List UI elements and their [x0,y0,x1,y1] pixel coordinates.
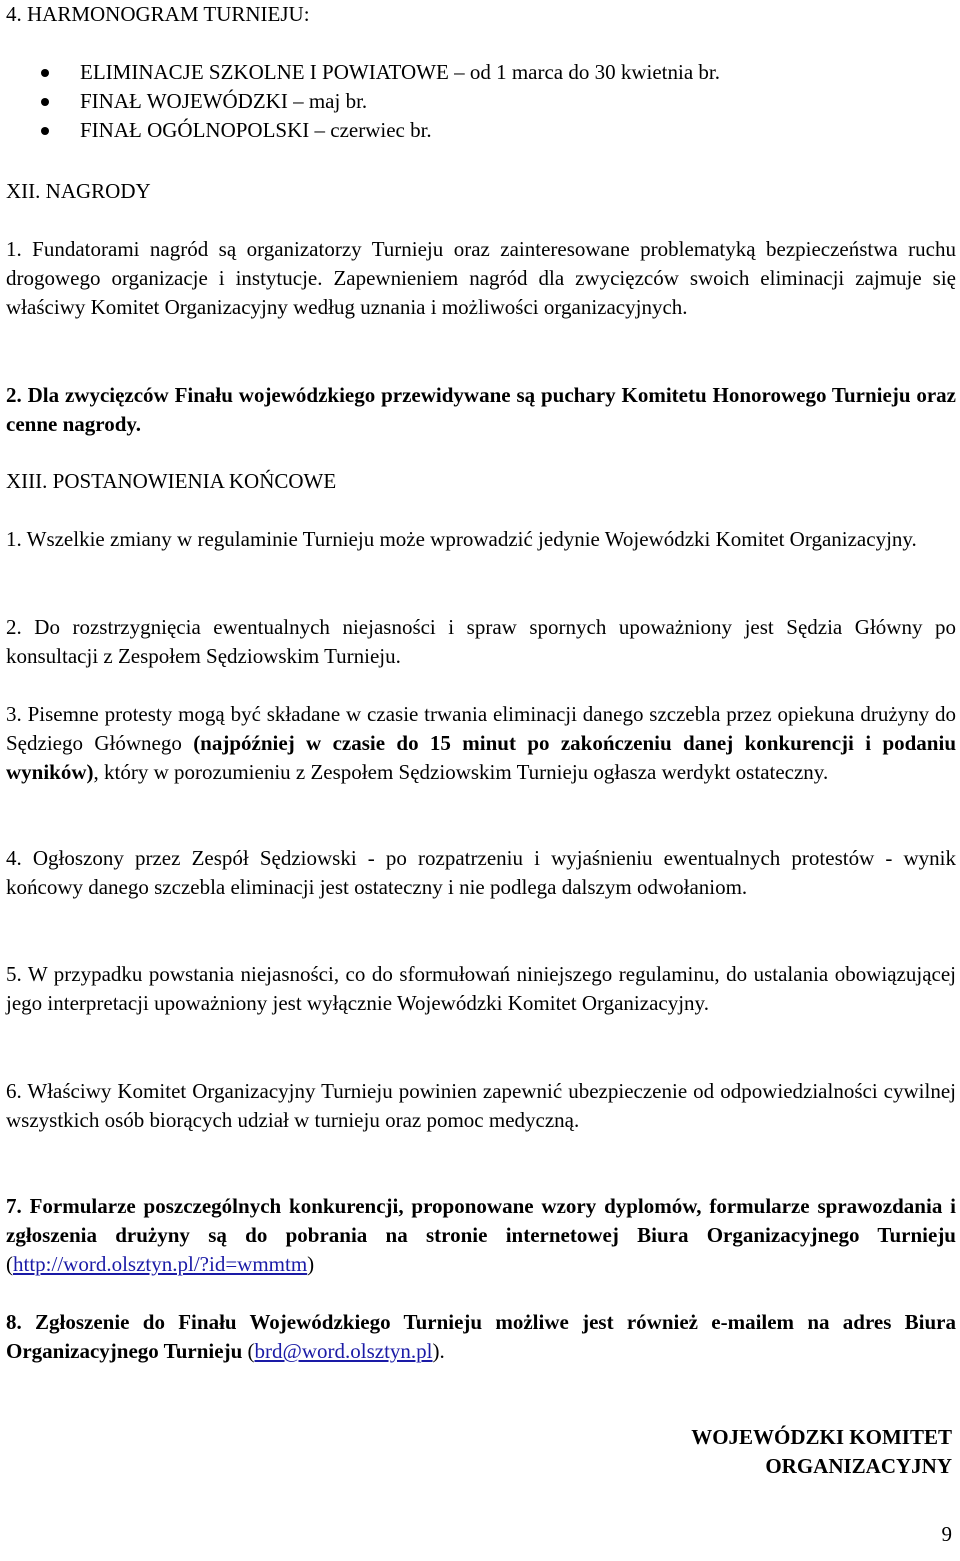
final-paragraph-1: 1. Wszelkie zmiany w regulaminie Turnieju może wprowadzić jedynie Wojewódzki Komitet Organizacyjny. [6,527,917,551]
final-paragraph-6: 6. Właściwy Komitet Organizacyjny Turnieju powinien zapewnić ubezpieczenie od odpowiedzialności cywilnej wszystkich osób biorących udział w turnieju oraz pomoc medyczną. [6,1079,956,1132]
bullet-icon [41,127,49,135]
final-paragraph-3-start: 3. Pisemne protesty mogą być składane w czasie trwania eliminacji danego szczebla przez opiekuna drużyny do Sędziego Głównego [6,702,956,755]
protest-deadline-text: (najpóźniej w czasie do 15 minut po zakończeniu danej konkurencji i podaniu wyników) [6,731,956,784]
final-paragraph-5: 5. W przypadku powstania niejasności, co do sformułowań niniejszego regulaminu, do ustalania obowiązującej jego interpretacji upoważniony jest wyłącznie Wojewódzki Komitet Organizacyjny. [6,962,956,1015]
list-item [6,116,720,145]
schedule-item-text: ELIMINACJE SZKOLNE I POWIATOWE – od 1 marca do 30 kwietnia br. [80,60,720,84]
prizes-heading: XII. NAGRODY [6,179,151,203]
schedule-item-text: FINAŁ OGÓLNOPOLSKI – czerwiec br. [80,118,432,142]
signature-line-2: ORGANIZACYJNY [765,1454,952,1478]
link-paren-open: ( [242,1339,255,1363]
link-paren-close: ) [307,1252,315,1276]
list-item [6,87,720,116]
page-number: 9 [941,1522,952,1546]
final-paragraph-3-end: , który w porozumieniu z Zespołem Sędziowskim Turnieju ogłasza werdykt ostateczny. [93,760,829,784]
prizes-paragraph-2: 2. Dla zwycięzców Finału wojewódzkiego przewidywane są puchary Komitetu Honorowego Turnieju oraz cenne nagrody. [6,383,956,436]
forms-website-link[interactable]: http://word.olsztyn.pl/?id=wmmtm [13,1252,308,1276]
signature-line-1: WOJEWÓDZKI KOMITET [691,1425,952,1449]
final-paragraph-7-text: 7. Formularze poszczególnych konkurencji, proponowane wzory dyplomów, formularze sprawozdania i zgłoszenia drużyny są do pobrania na stronie internetowej Biura Organizacyjnego Turnieju [6,1194,956,1247]
final-paragraph-8 [6,1308,956,1366]
final-provisions-heading: XIII. POSTANOWIENIA KOŃCOWE [6,469,337,493]
list-item [6,58,720,87]
final-paragraph-3 [6,700,956,787]
final-paragraph-4: 4. Ogłoszony przez Zespół Sędziowski - po rozpatrzeniu i wyjaśnieniu ewentualnych protestów - wynik końcowy danego szczebla eliminacji jest ostateczny i nie podlega dalszym odwołaniom. [6,846,956,899]
link-paren-close: ). [432,1339,445,1363]
final-paragraph-2: 2. Do rozstrzygnięcia ewentualnych niejasności i spraw spornych upoważniony jest Sędzia Główny po konsultacji z Zespołem Sędziowskim Turnieju. [6,615,956,668]
bullet-icon [41,98,49,106]
schedule-heading: 4. HARMONOGRAM TURNIEJU: [6,2,310,26]
schedule-list [6,58,720,145]
final-paragraph-7 [6,1192,956,1279]
schedule-item-text: FINAŁ WOJEWÓDZKI – maj br. [80,89,368,113]
final-paragraph-8-text: 8. Zgłoszenie do Finału Wojewódzkiego Turnieju możliwe jest również e-mailem na adres Biura Organizacyjnego Turnieju [6,1310,956,1363]
link-paren-open: ( [6,1252,13,1276]
signature-block [691,1423,952,1481]
prizes-paragraph-1: 1. Fundatorami nagród są organizatorzy Turnieju oraz zainteresowane problematyką bezpieczeństwa ruchu drogowego organizacje i instytucje. Zapewnieniem nagród dla zwycięzców swoich eliminacji zajmuje się właściwy Komitet Organizacyjny według uznania i możliwości organizacyjnych. [6,237,956,319]
email-link[interactable]: brd@word.olsztyn.pl [254,1339,433,1363]
bullet-icon [41,69,49,77]
